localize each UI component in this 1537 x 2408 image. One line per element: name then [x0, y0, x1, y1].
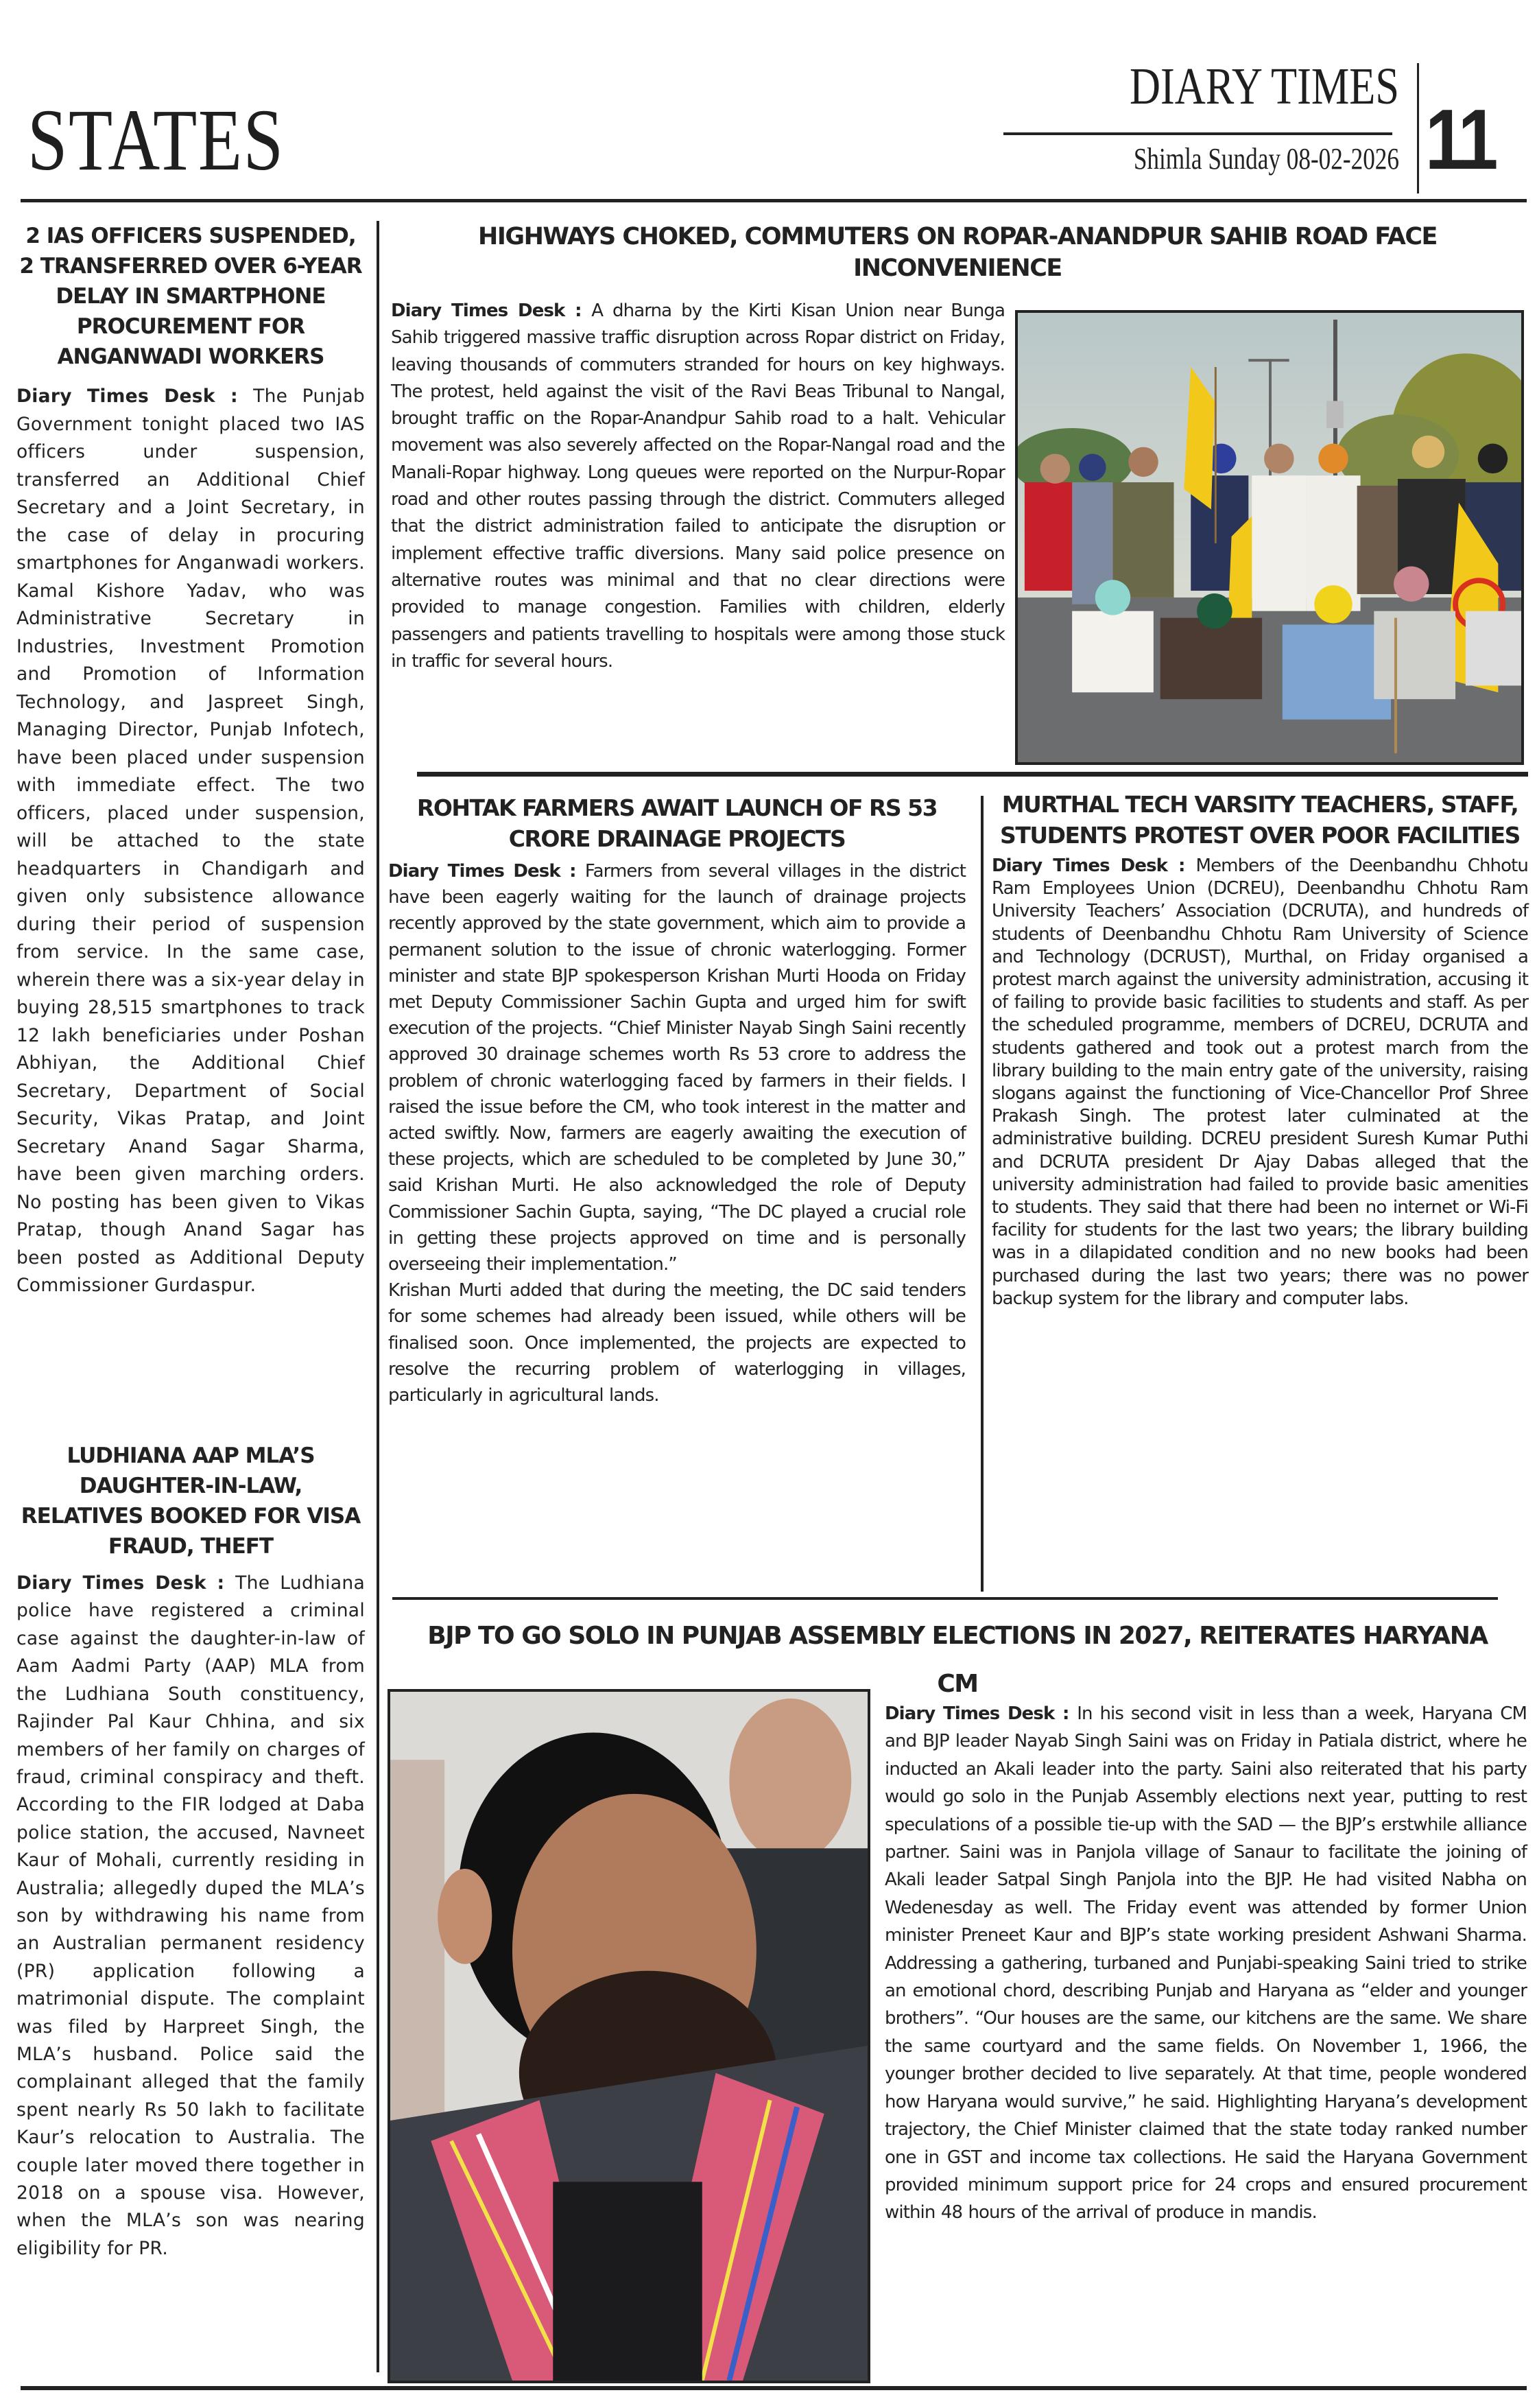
article-byline: Diary Times Desk :	[391, 300, 592, 321]
article-headline: BJP TO GO SOLO IN PUNJAB ASSEMBLY ELECTIONS IN 2027, REITERATES HARYANA CM	[427, 1622, 1488, 1698]
article-byline: Diary Times Desk :	[885, 1703, 1077, 1724]
article-body	[388, 858, 966, 1408]
protest-photo-image	[1018, 313, 1521, 762]
article-murthal	[992, 789, 1528, 1310]
article-headline: LUDHIANA AAP MLA’S DAUGHTER-IN-LAW, RELATIVES BOOKED FOR VISA FRAUD, THEFT	[21, 1443, 361, 1559]
page-number: 11	[1425, 93, 1495, 187]
left-column-divider	[377, 221, 379, 2372]
article-text: In his second visit in less than a week, Haryana CM and BJP leader Nayab Singh Saini was on Friday in Patiala district, where he inducted an Akali leader into the party. Saini also reiterated that his party would go solo in the Punjab Assembly elections next year, putting to rest speculations of a possible tie-up with the SAD — the BJP’s erstwhile alliance partner. Saini was in Panjola village of Sanaur to facilitate the joining of Akali leader Satpal Singh Panjola into the BJP. He had visited Nabha on Wedenesday as well. The Friday event was attended by former Union minister Preneet Kaur and BJP’s state working president Ashwani Sharma. Addressing a gathering, turbaned and Punjabi-speaking Saini tried to strike an emotional chord, describing Punjab and Haryana as “elder and younger brothers”. “Our houses are the same, our kitchens are the same. We share the same courtyard and the same fields. On November 1, 1966, the younger brother decided to live separately. At that time, people wondered how Haryana would survive,” he said. Highlighting Haryana’s development trajectory, the Chief Minister claimed that the state today ranked number one in GST and income tax collections. He said the Haryana Government provided minimum support price for 24 crops and ensured procurement within 48 hours of the arrival of produce in mandis.	[885, 1703, 1527, 2223]
page-bottom-rule	[21, 2386, 1527, 2390]
article-ias-officers	[16, 221, 365, 1300]
masthead-vertical-divider	[1417, 63, 1419, 193]
article-paragraph	[388, 858, 966, 1277]
article-text: The Punjab Government tonight placed two IAS officers under suspension, transferred an Additional Chief Secretary and a Joint Secretary, in the case of delay in procuring smartphones for Anganwadi workers. Kamal Kishore Yadav, who was Administrative Secretary in Industries, Investment Promotion and Promotion of Information Technology, and Jaspreet Singh, Managing Director, Punjab Infotech, have been placed under suspension with immediate effect. The two officers, placed under suspension, will be attached to the state headquarters in Chandigarh and given only subsistence allowance during their period of suspension from service. In the same case, wherein there was a six-year delay in buying 28,515 smartphones to track 12 lakh beneficiaries under Poshan Abhiyan, the Additional Chief Secretary, Department of Social Security, Vikas Pratap, and Joint Secretary Anand Sagar Sharma, have been given marching orders. No posting has been given to Vikas Pratap, though Anand Sagar has been posted as Additional Deputy Commissioner Gurdaspur.	[16, 386, 365, 1297]
divider-below-highways	[417, 772, 1528, 777]
article-rohtak	[388, 792, 966, 1408]
article-headline: 2 IAS OFFICERS SUSPENDED, 2 TRANSFERRED OVER 6-YEAR DELAY IN SMARTPHONE PROCUREMENT FOR ANGANWADI WORKERS	[19, 224, 362, 370]
article-headline: HIGHWAYS CHOKED, COMMUTERS ON ROPAR-ANANDPUR SAHIB ROAD FACE INCONVENIENCE	[478, 223, 1437, 282]
article-headline: ROHTAK FARMERS AWAIT LAUNCH OF RS 53 CRORE DRAINAGE PROJECTS	[416, 794, 938, 852]
masthead-divider-short	[1003, 132, 1392, 135]
article-byline: Diary Times Desk :	[388, 861, 585, 882]
portrait-photo-image	[390, 1692, 868, 2381]
article-body	[16, 1570, 365, 2263]
masthead-divider	[21, 199, 1527, 202]
article-ludhiana	[16, 1441, 365, 2263]
article-bjp-body	[885, 1700, 1527, 2227]
article-paragraph: Krishan Murti added that during the meeting, the DC said tenders for some schemes had already been issued, while others will be finalised soon. Once implemented, the projects are expected to resolve the recurring problem of waterlogging in villages, particularly in agricultural lands.	[388, 1280, 966, 1406]
article-text: Farmers from several villages in the district have been eagerly waiting for the launch of drainage projects recently approved by the state government, which aim to provide a permanent solution to the issue of chronic waterlogging. Former minister and state BJP spokesperson Krishan Murti Hooda on Friday met Deputy Commissioner Sachin Gupta and urged him for swift execution of the projects. “Chief Minister Nayab Singh Saini recently approved 30 drainage schemes worth Rs 53 crore to address the problem of chronic waterlogging faced by farmers in their fields. I raised the issue before the CM, who took interest in the matter and acted swiftly. Now, farmers are eagerly awaiting the execution of these projects, which are scheduled to be completed by June 30,” said Krishan Murti. He also acknowledged the role of Deputy Commissioner Sachin Gupta, saying, “The DC played a crucial role in getting these projects approved on time and is personally overseeing their implementation.”	[388, 861, 966, 1275]
article-headline: MURTHAL TECH VARSITY TEACHERS, STAFF, STUDENTS PROTEST OVER POOR FACILITIES	[1000, 791, 1520, 849]
article-body	[391, 298, 1005, 675]
divider-above-bjp	[392, 1597, 1498, 1600]
article-text: A dharna by the Kirti Kisan Union near Bunga Sahib triggered massive traffic disruption across Ropar district on Friday, leaving thousands of commuters stranded for hours on key highways. The protest, held against the visit of the Ravi Beas Tribunal to Nangal, brought traffic on the Ropar-Anandpur Sahib road to a halt. Vehicular movement was also severely affected on the Ropar-Nangal road and the Manali-Ropar highway. Long queues were reported on the Nurpur-Ropar road and other routes passing through the district. Commuters alleged that the district administration failed to anticipate the disruption or implement effective traffic diversions. Many said police presence on alternative routes was minimal and that no clear directions were provided to manage congestion. Families with children, elderly passengers and patients travelling to hospitals were among those stuck in traffic for several hours.	[391, 300, 1005, 672]
dateline: Shimla Sunday 08-02-2026	[1133, 142, 1399, 176]
article-body	[16, 383, 365, 1300]
article-text: The Ludhiana police have registered a criminal case against the daughter-in-law of Aam Aadmi Party (AAP) MLA from the Ludhiana South constituency, Rajinder Pal Kaur Chhina, and six members of her family on charges of fraud, criminal conspiracy and theft. According to the FIR lodged at Daba police station, the accused, Navneet Kaur of Mohali, currently residing in Australia; allegedly duped the MLA’s son by withdrawing his name from an Australian permanent residency (PR) application following a matrimonial dispute. The complaint was filed by Harpreet Singh, the MLA’s husband. Police said the complainant alleged that the family spent nearly Rs 50 lakh to facilitate Kaur’s relocation to Australia. The couple later moved there together in 2018 on a spouse visa. However, when the MLA’s son was nearing eligibility for PR.	[16, 1572, 365, 2259]
article-byline: Diary Times Desk :	[16, 386, 254, 408]
article-body	[992, 855, 1528, 1310]
article-byline: Diary Times Desk :	[16, 1572, 236, 1594]
middle-column-divider	[981, 796, 984, 1592]
section-title: STATES	[27, 91, 285, 189]
newspaper-name: DIARY TIMES	[1129, 58, 1399, 115]
protest-photo	[1015, 310, 1524, 765]
portrait-photo	[388, 1689, 870, 2383]
article-text: Members of the Deenbandhu Chhotu Ram Employees Union (DCREU), Deenbandhu Chhotu Ram University Teachers’ Association (DCRUTA), and hundreds of students of Deenbandhu Chhotu Ram University of Science and Technology (DCRUST), Murthal, on Friday organised a protest march against the university administration, accusing it of failing to provide basic facilities to students and staff. As per the scheduled programme, members of DCREU, DCRUTA and students gathered and took out a protest march from the library building to the main entry gate of the university, raising slogans against the functioning of Vice-Chancellor Prof Shree Prakash Singh. The protest later culminated at the administrative building. DCREU president Suresh Kumar Puthi and DCRUTA president Dr Ajay Dabas alleged that the university administration had failed to provide basic amenities to students. They said that there had been no internet or Wi-Fi facility for students for the last two years; the library building was in a dilapidated condition and no new books had been purchased during the last two years; there was no power backup system for the library and computer labs.	[992, 855, 1528, 1309]
article-byline: Diary Times Desk :	[992, 855, 1196, 876]
